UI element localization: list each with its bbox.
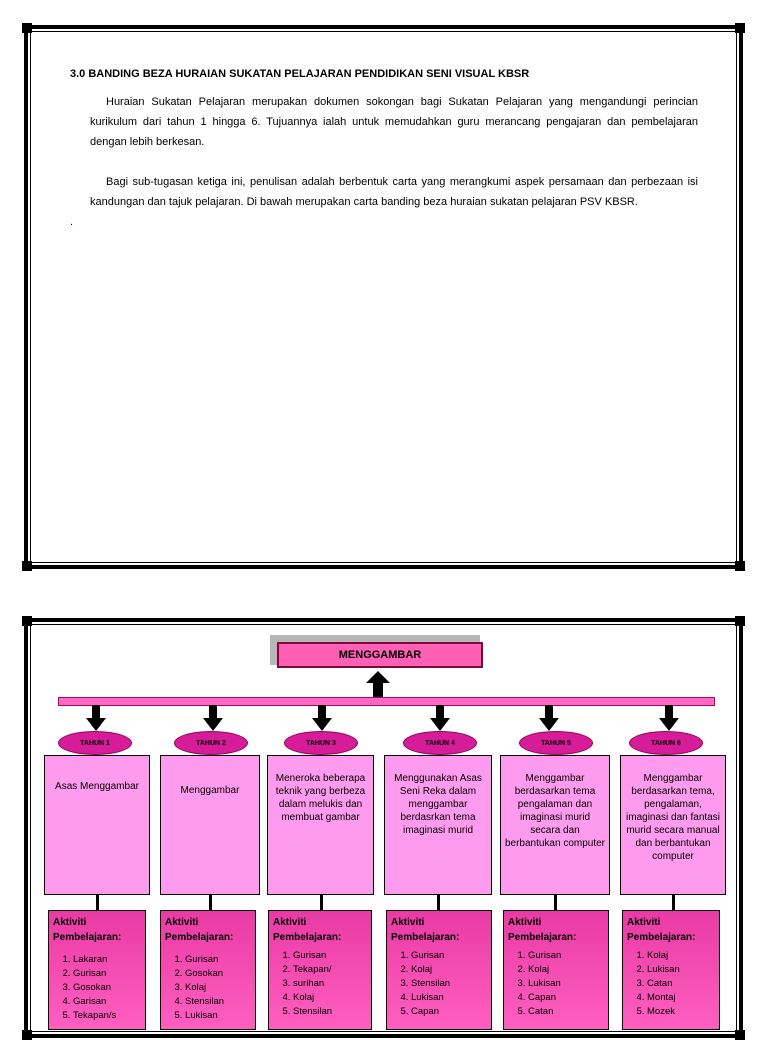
- activity-item: 5. Capan: [411, 1005, 487, 1019]
- paragraph-2: [90, 172, 698, 212]
- activity-item: 3. Stensilan: [411, 977, 487, 991]
- down-arrow-icon: [430, 705, 450, 731]
- activity-item: 5. Tekapan/s: [73, 1009, 141, 1023]
- activity-list: [165, 953, 251, 1023]
- activity-item: 2. Kolaj: [528, 963, 604, 977]
- year-badge: TAHUN 3: [284, 731, 358, 755]
- activity-item: 3. Gosokan: [73, 981, 141, 995]
- activity-item: 5. Mozek: [647, 1005, 715, 1019]
- activity-item: 1. Kolaj: [647, 949, 715, 963]
- year-description: Meneroka beberapa teknik yang berbeza dalam melukis dan membuat gambar: [267, 755, 374, 895]
- chart-title: MENGGAMBAR: [277, 642, 483, 668]
- down-arrow-icon: [86, 705, 106, 731]
- activity-item: 1. Lakaran: [73, 953, 141, 967]
- year-badge: TAHUN 2: [174, 731, 248, 755]
- vertical-connector: [672, 895, 675, 910]
- activity-box: [160, 910, 256, 1030]
- paragraph-2-text: Bagi sub-tugasan ketiga ini, penulisan adalah berbentuk carta yang merangkumi aspek persamaan dan perbezaan isi kandungan dan tajuk pelajaran. Di bawah merupakan carta banding beza huraian sukatan pelajaran PSV KBSR.: [90, 176, 698, 208]
- down-arrow-icon: [312, 705, 332, 731]
- up-arrow-icon: [366, 671, 390, 699]
- activity-item: 3. Lukisan: [528, 977, 604, 991]
- activity-item: 3. surihan: [293, 977, 367, 991]
- activity-box: [386, 910, 492, 1030]
- activity-item: 1. Gurisan: [185, 953, 251, 967]
- activity-item: 4. Kolaj: [293, 991, 367, 1005]
- paragraph-1-text: Huraian Sukatan Pelajaran merupakan dokumen sokongan bagi Sukatan Pelajaran yang mengandungi perincian kurikulum dari tahun 1 hingga 6. Tujuannya ialah untuk memudahkan guru merancang pengajaran dan pembelajaran dengan lebih berkesan.: [90, 96, 698, 148]
- activity-item: 5. Stensilan: [293, 1005, 367, 1019]
- activity-box: [503, 910, 609, 1030]
- activity-list: [391, 949, 487, 1019]
- activity-item: 5. Catan: [528, 1005, 604, 1019]
- activity-item: 4. Montaj: [647, 991, 715, 1005]
- year-badge: TAHUN 4: [403, 731, 477, 755]
- activity-list: [53, 953, 141, 1023]
- activity-list: [627, 949, 715, 1019]
- year-badge: TAHUN 6: [629, 731, 703, 755]
- activity-list: [273, 949, 367, 1019]
- year-description: Asas Menggambar: [44, 755, 150, 895]
- vertical-connector: [320, 895, 323, 910]
- activity-title: Aktiviti Pembelajaran:: [53, 917, 122, 943]
- section-heading: 3.0 BANDING BEZA HURAIAN SUKATAN PELAJARAN PENDIDIKAN SENI VISUAL KBSR: [70, 68, 530, 80]
- activity-title: Aktiviti Pembelajaran:: [508, 917, 577, 943]
- vertical-connector: [96, 895, 99, 910]
- activity-item: 5. Lukisan: [185, 1009, 251, 1023]
- activity-item: 2. Lukisan: [647, 963, 715, 977]
- activity-item: 2. Kolaj: [411, 963, 487, 977]
- vertical-connector: [209, 895, 212, 910]
- year-description: Menggunakan Asas Seni Reka dalam menggambar berdasrkan tema imaginasi murid: [384, 755, 492, 895]
- activity-item: 3. Catan: [647, 977, 715, 991]
- vertical-connector: [437, 895, 440, 910]
- activity-item: 3. Kolaj: [185, 981, 251, 995]
- vertical-connector: [554, 895, 557, 910]
- connector-bar: [58, 697, 715, 706]
- activity-item: 2. Tekapan/: [293, 963, 367, 977]
- stray-mark: .: [70, 216, 74, 228]
- activity-item: 4. Lukisan: [411, 991, 487, 1005]
- activity-box: [268, 910, 372, 1030]
- down-arrow-icon: [539, 705, 559, 731]
- activity-item: 2. Gurisan: [73, 967, 141, 981]
- year-description: Menggambar: [160, 755, 260, 895]
- activity-item: 4. Garisan: [73, 995, 141, 1009]
- activity-item: 2. Gosokan: [185, 967, 251, 981]
- year-badge: TAHUN 5: [519, 731, 593, 755]
- activity-box: [622, 910, 720, 1030]
- activity-list: [508, 949, 604, 1019]
- year-description: Menggambar berdasarkan tema, pengalaman, imaginasi dan fantasi murid secara manual dan berbantukan computer: [620, 755, 726, 895]
- activity-box: [48, 910, 146, 1030]
- activity-title: Aktiviti Pembelajaran:: [391, 917, 460, 943]
- paragraph-1: [90, 92, 698, 152]
- activity-item: 1. Gurisan: [411, 949, 487, 963]
- activity-title: Aktiviti Pembelajaran:: [627, 917, 696, 943]
- down-arrow-icon: [659, 705, 679, 731]
- activity-item: 4. Stensilan: [185, 995, 251, 1009]
- year-description: Menggambar berdasarkan tema pengalaman dan imaginasi murid secara dan berbantukan computer: [500, 755, 610, 895]
- activity-item: 1. Gurisan: [528, 949, 604, 963]
- year-badge: TAHUN 1: [58, 731, 132, 755]
- activity-title: Aktiviti Pembelajaran:: [273, 917, 342, 943]
- activity-title: Aktiviti Pembelajaran:: [165, 917, 234, 943]
- activity-item: 4. Capan: [528, 991, 604, 1005]
- down-arrow-icon: [203, 705, 223, 731]
- activity-item: 1. Gurisan: [293, 949, 367, 963]
